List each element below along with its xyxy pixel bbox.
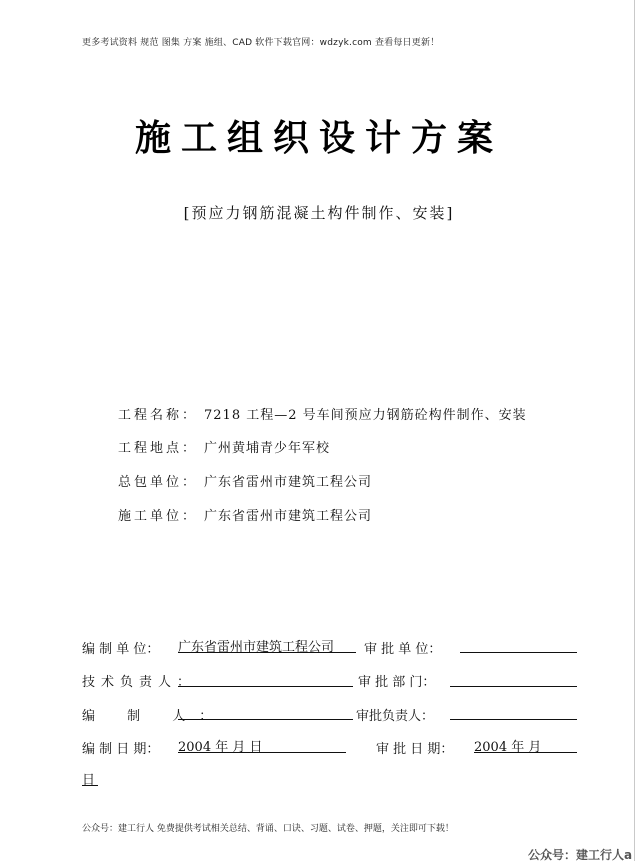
project-location-value: 广州黄埔青少年军校 bbox=[204, 441, 331, 456]
general-contractor-row bbox=[118, 471, 372, 490]
construction-unit-label: 施工单位： bbox=[118, 509, 199, 524]
project-name-row bbox=[118, 404, 527, 423]
compiler-field[interactable] bbox=[178, 703, 353, 720]
approve-dept-label: 审 批 部 门： bbox=[358, 675, 436, 690]
approve-date-day-field[interactable]: 日 bbox=[82, 769, 98, 786]
project-location-label: 工程地点： bbox=[118, 441, 199, 456]
approve-lead-field[interactable] bbox=[450, 703, 577, 720]
project-name-label: 工程名称： bbox=[118, 408, 199, 423]
compile-unit-label: 编 制 单 位： bbox=[82, 642, 160, 657]
footer-note: 公众号：建工行人 免费提供考试相关总结、背诵、口诀、习题、试卷、押题，关注即可下载！ bbox=[82, 824, 454, 834]
general-contractor-label: 总包单位： bbox=[118, 475, 199, 490]
tech-lead-field[interactable] bbox=[178, 670, 353, 687]
compile-date-field[interactable]: 2004 年 月 日 bbox=[178, 736, 346, 753]
approve-dept-field[interactable] bbox=[450, 670, 577, 687]
page-title: 施工组织设计方案 bbox=[134, 117, 503, 159]
watermark-text: 公众号：建工行人a bbox=[528, 848, 633, 862]
page-subtitle: [预应力钢筋混凝土构件制作、安装] bbox=[183, 204, 455, 222]
approve-lead-label: 审批负责人： bbox=[356, 709, 435, 724]
approve-date-field[interactable]: 2004 年 月 bbox=[474, 736, 577, 753]
header-note: 更多考试资料 规范 图集 方案 施组、CAD 软件下载官网：wdzyk.com 查看每日更新！ bbox=[82, 38, 440, 48]
compiler-label: 编 制 人： bbox=[82, 709, 227, 724]
approve-unit-field[interactable] bbox=[460, 636, 577, 653]
compile-date-label: 编 制 日 期： bbox=[82, 742, 160, 757]
construction-unit-value: 广东省雷州市建筑工程公司 bbox=[204, 509, 373, 524]
approve-date-label: 审 批 日 期： bbox=[376, 742, 454, 757]
project-location-row bbox=[118, 437, 330, 456]
compile-unit-field[interactable]: 广东省雷州市建筑工程公司 bbox=[178, 636, 356, 653]
construction-unit-row bbox=[118, 505, 372, 524]
project-name-value: 7218 工程—2 号车间预应力钢筋砼构件制作、安装 bbox=[204, 408, 527, 423]
tech-lead-label: 技术负责人： bbox=[82, 675, 197, 690]
general-contractor-value: 广东省雷州市建筑工程公司 bbox=[204, 475, 373, 490]
approve-unit-label: 审 批 单 位： bbox=[364, 642, 442, 657]
